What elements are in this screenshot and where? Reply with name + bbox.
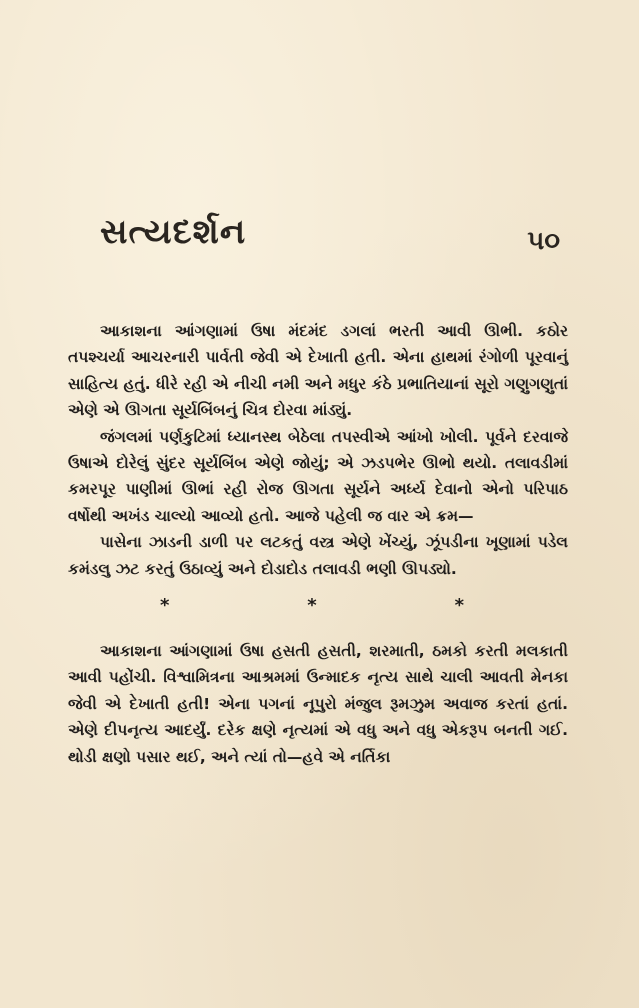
paragraph: પાસેના ઝાડની ડાળી પર લટકતું વસ્ત્ર એણે ખેંચ્યું, ઝૂંપડીના ખૂણામાં પડેલ કમંડલુ ઝટ કરતું ઉઠાવ્યું અને દોડાદોડ તલાવડી ભણી ઊપડ્યો. bbox=[68, 533, 568, 578]
page-header bbox=[100, 212, 560, 262]
separator-asterisk: * bbox=[160, 595, 170, 617]
paragraph: આકાશના આંગણામાં ઉષા મંદમંદ ડગલાં ભરતી આવી ઊભી. કઠોર તપશ્ચર્યા આચરનારી પાર્વતી જેવી એ દેખાતી હતી. એના હાથમાં રંગોળી પૂરવાનું સાહિત્ય હતું. ધીરે રહી એ નીચી નમી અને મધુર કંઠે પ્રભાતિયાનાં સૂરો ગણુગણુતાં એણે એ ઊગતા સૂર્યબિંબનું ચિત્ર દોરવા માંડ્યું. bbox=[68, 322, 568, 420]
separator-asterisk: * bbox=[454, 595, 464, 617]
page-number: ૫૦ bbox=[527, 226, 560, 256]
separator-asterisk: * bbox=[307, 595, 317, 617]
chapter-title: સત્યદર્શન bbox=[100, 212, 247, 252]
paragraph: જંગલમાં પર્ણકુટિમાં ધ્યાનસ્થ બેઠેલા તપસ્વીએ આંખો ખોલી. પૂર્વને દરવાજે ઉષાએ દોરેલું સુંદર સૂર્યબિંબ એણે જોયું; એ ઝડપભેર ઊભો થયો. તલાવડીમાં કમરપૂર પાણીમાં ઊભાં રહી રોજ ઊગતા સૂર્યને અર્ધ્ય દેવાનો એનો પરિપાઠ વર્ષોથી અખંડ ચાલ્યો આવ્યો હતો. આજે પહેલી જ વાર એ ક્રમ— bbox=[68, 427, 568, 525]
body-text bbox=[68, 318, 568, 770]
paragraph: આકાશના આંગણામાં ઉષા હસતી હસતી, શરમાતી, ઠમકો કરતી મલકાતી આવી પહોંચી. વિશ્વામિત્રના આશ્રમમાં ઉન્માદક નૃત્ય સાથે ચાલી આવતી મેનકા જેવી એ દેખાતી હતી! એના પગનાં નૂપુરો મંજુલ રૂમઝુમ અવાજ કરતાં હતાં. એણે દીપનૃત્ય આદર્યું. દરેક ક્ષણે નૃત્યમાં એ વધુ અને વધુ એકરૂપ બનતી ગઈ. થોડી ક્ષણો પસાર થઈ, અને ત્યાં તો—હવે એ નર્તિકા bbox=[68, 642, 568, 766]
section-separator bbox=[68, 586, 568, 638]
